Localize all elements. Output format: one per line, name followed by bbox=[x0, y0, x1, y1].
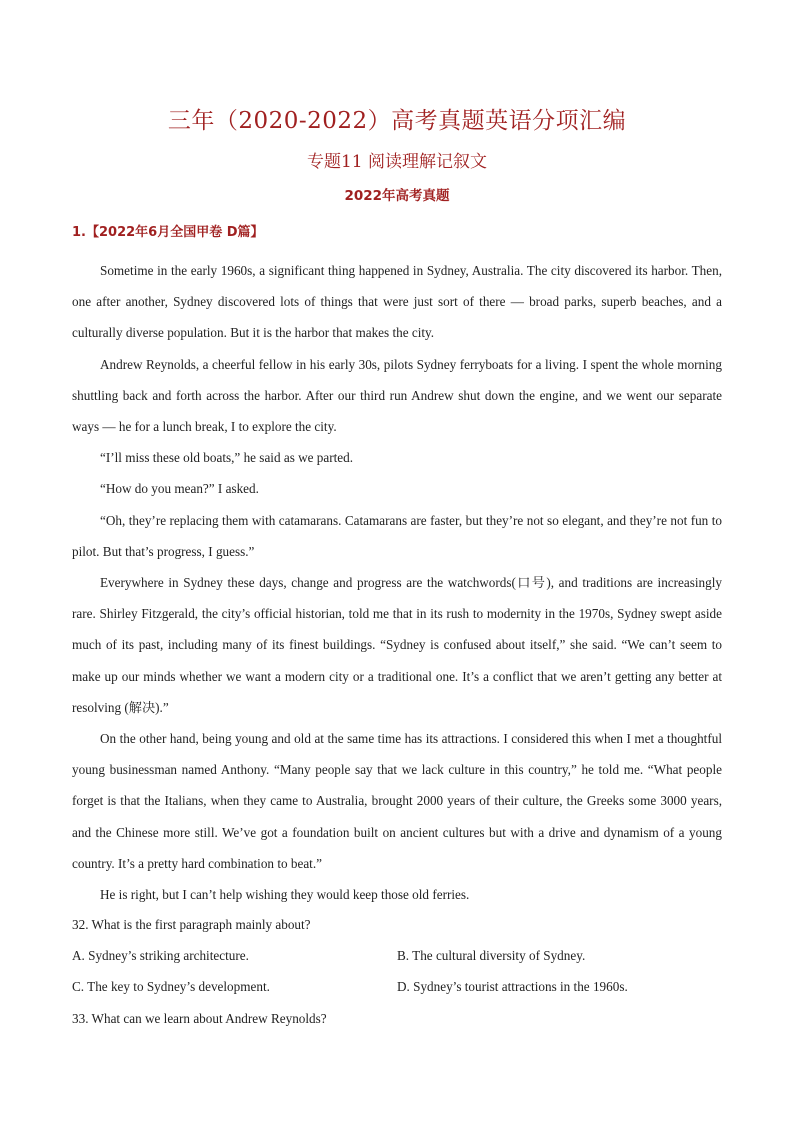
option-row bbox=[72, 940, 722, 971]
year-heading: 2022年高考真题 bbox=[344, 188, 450, 204]
document-title: 三年（2020-2022）高考真题英语分项汇编 bbox=[167, 108, 627, 134]
reading-passage bbox=[72, 255, 722, 910]
option-c: C. The key to Sydney’s development. bbox=[72, 979, 270, 995]
paragraph: Sometime in the early 1960s, a significant thing happened in Sydney, Australia. The city discovered its harbor. Then, one after another, Sydney discovered lots of things that were just sort of there — broad parks, superb beaches, and a culturally diverse population. But it is the harbor that makes the city. bbox=[72, 263, 722, 341]
document-subtitle: 专题11 阅读理解记叙文 bbox=[306, 152, 488, 172]
paragraph: “How do you mean?” I asked. bbox=[100, 481, 259, 497]
paragraph: Everywhere in Sydney these days, change and progress are the watchwords(口号), and traditions are increasingly rare. Shirley Fitzgerald, the city’s official historian, told me that in its rush to modernity in the 1970s, Sydney swept aside much of its past, including many of its finest buildings. “Sydney is confused about itself,” she said. “We can’t seem to make up our minds whether we want a modern city or a traditional one. It’s a conflict that we aren’t getting any better at resolving (解决).” bbox=[72, 575, 722, 715]
paragraph: He is right, but I can’t help wishing they would keep those old ferries. bbox=[100, 887, 470, 903]
paragraph: On the other hand, being young and old at the same time has its attractions. I considered this when I met a thoughtful young businessman named Anthony. “Many people say that we lack culture in this country,” he told me. “What people forget is that the Italians, when they came to Australia, brought 2000 years of their culture, the Greeks some 3000 years, and the Chinese more still. We’ve got a foundation built on ancient cultures but with a drive and dynamism of a young country. It’s a pretty hard combination to beat.” bbox=[72, 731, 722, 871]
section-label: 1.【2022年6月全国甲卷 D篇】 bbox=[72, 225, 264, 240]
question-32-stem: 32. What is the first paragraph mainly about? bbox=[72, 917, 311, 932]
question-list bbox=[72, 909, 722, 1034]
option-row bbox=[72, 971, 722, 1002]
option-d: D. Sydney’s tourist attractions in the 1960s. bbox=[397, 979, 628, 995]
question-33-stem: 33. What can we learn about Andrew Reynolds? bbox=[72, 1010, 327, 1026]
paragraph: Andrew Reynolds, a cheerful fellow in his early 30s, pilots Sydney ferryboats for a living. I spent the whole morning shuttling back and forth across the harbor. After our third run Andrew shut down the engine, and we went our separate ways — he for a lunch break, I to explore the city. bbox=[72, 356, 722, 435]
option-a: A. Sydney’s striking architecture. bbox=[72, 948, 249, 964]
option-b: B. The cultural diversity of Sydney. bbox=[397, 948, 586, 964]
paragraph: “I’ll miss these old boats,” he said as we parted. bbox=[100, 450, 354, 466]
paragraph: “Oh, they’re replacing them with catamarans. Catamarans are faster, but they’re not so elegant, and they’re not fun to pilot. But that’s progress, I guess.” bbox=[72, 512, 722, 559]
